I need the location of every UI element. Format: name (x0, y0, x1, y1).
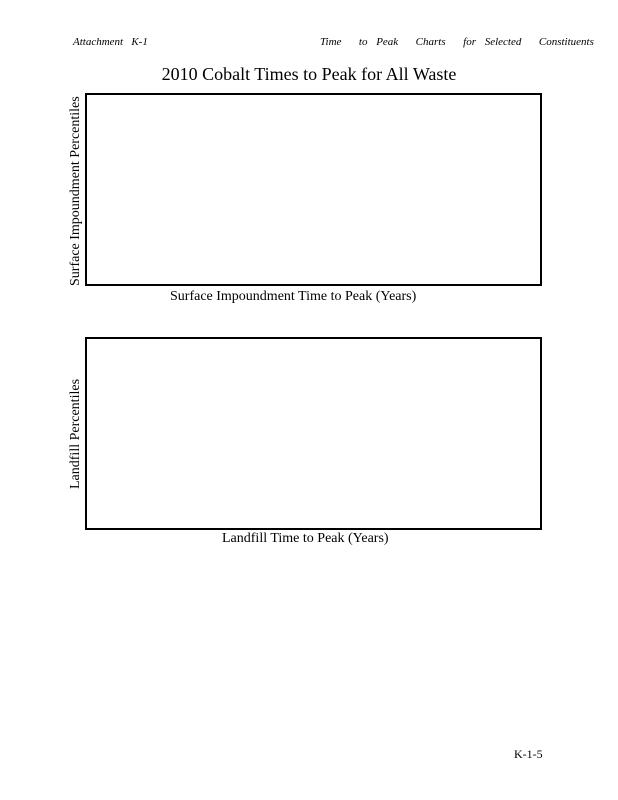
header-section-title: Time to Peak Charts for Selected Constituents (320, 36, 594, 48)
landfill-y-axis-label: Landfill Percentiles (68, 378, 83, 489)
surface-impoundment-x-axis-label: Surface Impoundment Time to Peak (Years) (170, 289, 417, 304)
landfill-x-axis-label: Landfill Time to Peak (Years) (222, 531, 389, 546)
landfill-plot-area (85, 337, 542, 530)
header-attachment-label: Attachment K-1 (73, 36, 148, 48)
surface-impoundment-plot-area (85, 93, 542, 286)
page-title: 2010 Cobalt Times to Peak for All Waste (161, 64, 457, 84)
page-number: K-1-5 (514, 747, 543, 761)
surface-impoundment-y-axis-label: Surface Impoundment Percentiles (68, 96, 83, 286)
